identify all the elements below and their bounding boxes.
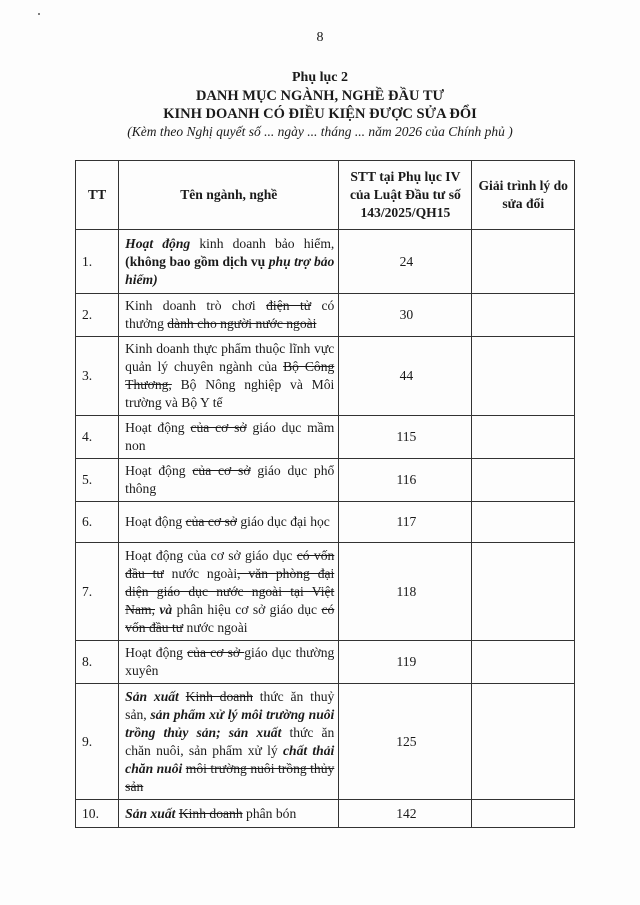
name-text: thức ăn chăn nuôi, sản phẩm xử lý: [125, 724, 335, 758]
header-name: Tên ngành, nghề: [119, 161, 339, 230]
amendment-reason-cell: [472, 684, 575, 800]
name-text: giáo dục mầm non: [125, 420, 335, 453]
row-number: 7.: [76, 543, 119, 641]
industry-name: [119, 684, 339, 800]
industry-name: [119, 294, 339, 337]
struck-text: điện tử: [266, 298, 312, 313]
name-text: Hoạt động: [125, 463, 193, 478]
struck-text: của cơ sở: [185, 514, 237, 529]
industry-name: [119, 502, 339, 543]
name-text: giáo dục đại học: [236, 514, 330, 529]
row-number: 5.: [76, 459, 119, 502]
table-row: [76, 294, 575, 337]
name-text: phụ trợ bảo hiểm): [125, 253, 335, 287]
table-row: [76, 543, 575, 641]
table-row: [76, 684, 575, 800]
table-row: [76, 416, 575, 459]
row-number: 10.: [76, 800, 119, 828]
amendment-reason-cell: [472, 294, 575, 337]
header-note: Giải trình lý do sửa đổi: [472, 161, 575, 230]
industry-name: [119, 459, 339, 502]
name-text: Kinh doanh trò chơi: [125, 298, 267, 313]
struck-text: của cơ sở: [192, 463, 251, 478]
page-number: 8: [316, 30, 324, 45]
name-text: nước ngoài: [183, 619, 248, 635]
document-title-line2: KINH DOANH CÓ ĐIỀU KIỆN ĐƯỢC SỬA ĐỔI: [163, 106, 477, 122]
struck-text: Kinh doanh: [178, 805, 243, 821]
name-text: thức ăn thuỷ sản,: [125, 688, 335, 722]
law-appendix-number: 118: [339, 543, 472, 641]
document-subtitle: (Kèm theo Nghị quyết số ... ngày ... tháng ... năm 2026 của Chính phủ ): [127, 124, 513, 139]
name-text: Sản xuất: [125, 688, 179, 704]
row-number: 3.: [76, 337, 119, 416]
struck-text: của cơ sở: [190, 420, 247, 435]
table-row: [76, 230, 575, 294]
name-text: Sản xuất: [125, 805, 176, 821]
struck-text: , văn phòng đại diện giáo dục nước ngoài tại Việt Nam,: [125, 565, 335, 617]
name-text: [179, 689, 186, 704]
name-text: nước ngoài: [163, 565, 238, 581]
amendment-reason-cell: [472, 641, 575, 684]
law-appendix-number: 119: [339, 641, 472, 684]
law-appendix-number: 116: [339, 459, 472, 502]
header-tt: TT: [76, 161, 119, 230]
row-number: 8.: [76, 641, 119, 684]
industry-name: [119, 337, 339, 416]
row-number: 6.: [76, 502, 119, 543]
industry-name: [119, 800, 339, 828]
law-appendix-number: 117: [339, 502, 472, 543]
law-appendix-number: 30: [339, 294, 472, 337]
law-appendix-number: 24: [339, 230, 472, 294]
law-appendix-number: 44: [339, 337, 472, 416]
name-text: Hoạt động: [125, 645, 188, 660]
amendment-reason-cell: [472, 543, 575, 641]
name-text: Kinh doanh thực phẩm thuộc lĩnh vực quản lý chuyên ngành của: [125, 341, 335, 374]
name-text: có thưởng: [125, 298, 335, 331]
name-text: giáo dục thường xuyên: [125, 645, 335, 678]
name-text: sản phẩm xử lý môi trường nuôi trồng thủy sản; sản xuất: [125, 706, 335, 740]
table-row: [76, 641, 575, 684]
struck-text: Kinh doanh: [185, 688, 253, 704]
law-appendix-number: 142: [339, 800, 472, 828]
struck-text: môi trường nuôi trồng thủy sản: [125, 760, 335, 794]
table-row: [76, 459, 575, 502]
table-row: [76, 800, 575, 828]
row-number: 1.: [76, 230, 119, 294]
amendment-reason-cell: [472, 337, 575, 416]
name-text: kinh doanh bảo hiểm,: [190, 235, 335, 251]
name-text: Bộ Nông nghiệp và Môi trường và Bộ Y tế: [125, 377, 335, 410]
name-text: Hoạt động: [125, 235, 191, 251]
amendment-reason-cell: [472, 230, 575, 294]
name-text: phân hiệu cơ sở giáo dục: [172, 601, 322, 617]
struck-text: có vốn đầu tư: [125, 547, 335, 581]
table-row: [76, 337, 575, 416]
struck-text: của cơ sở: [187, 645, 245, 660]
law-appendix-number: 115: [339, 416, 472, 459]
industry-name: [119, 543, 339, 641]
appendix-label: Phụ lục 2: [291, 70, 348, 85]
industry-name: [119, 641, 339, 684]
amendment-reason-cell: [472, 800, 575, 828]
row-number: 4.: [76, 416, 119, 459]
name-text: chất thải chăn nuôi: [125, 742, 335, 776]
amendment-reason-cell: [472, 459, 575, 502]
amendment-reason-cell: [472, 416, 575, 459]
row-number: 9.: [76, 684, 119, 800]
name-text: Hoạt động: [125, 420, 191, 435]
name-text: giáo dục phổ thông: [125, 463, 335, 496]
industry-name: [119, 416, 339, 459]
header-stt: STT tại Phụ lục IV của Luật Đầu tư số 143/2025/QH15: [339, 161, 472, 230]
struck-text: có vốn đầu tư: [125, 601, 335, 635]
industry-table: [75, 160, 575, 828]
scan-speck: [38, 13, 40, 15]
name-text: phân bón: [242, 805, 297, 821]
name-text: Hoạt động: [125, 514, 186, 529]
industry-name: [119, 230, 339, 294]
document-title-line1: DANH MỤC NGÀNH, NGHỀ ĐẦU TƯ: [195, 88, 445, 104]
table-row: [76, 502, 575, 543]
name-text: (không bao gồm dịch vụ: [125, 253, 269, 269]
struck-text: Bộ Công Thương,: [125, 359, 335, 392]
table-header-row: [76, 161, 575, 230]
row-number: 2.: [76, 294, 119, 337]
amendment-reason-cell: [472, 502, 575, 543]
name-text: và: [159, 601, 173, 617]
law-appendix-number: 125: [339, 684, 472, 800]
struck-text: dành cho người nước ngoài: [167, 316, 317, 331]
name-text: Hoạt động của cơ sở giáo dục: [125, 547, 297, 563]
